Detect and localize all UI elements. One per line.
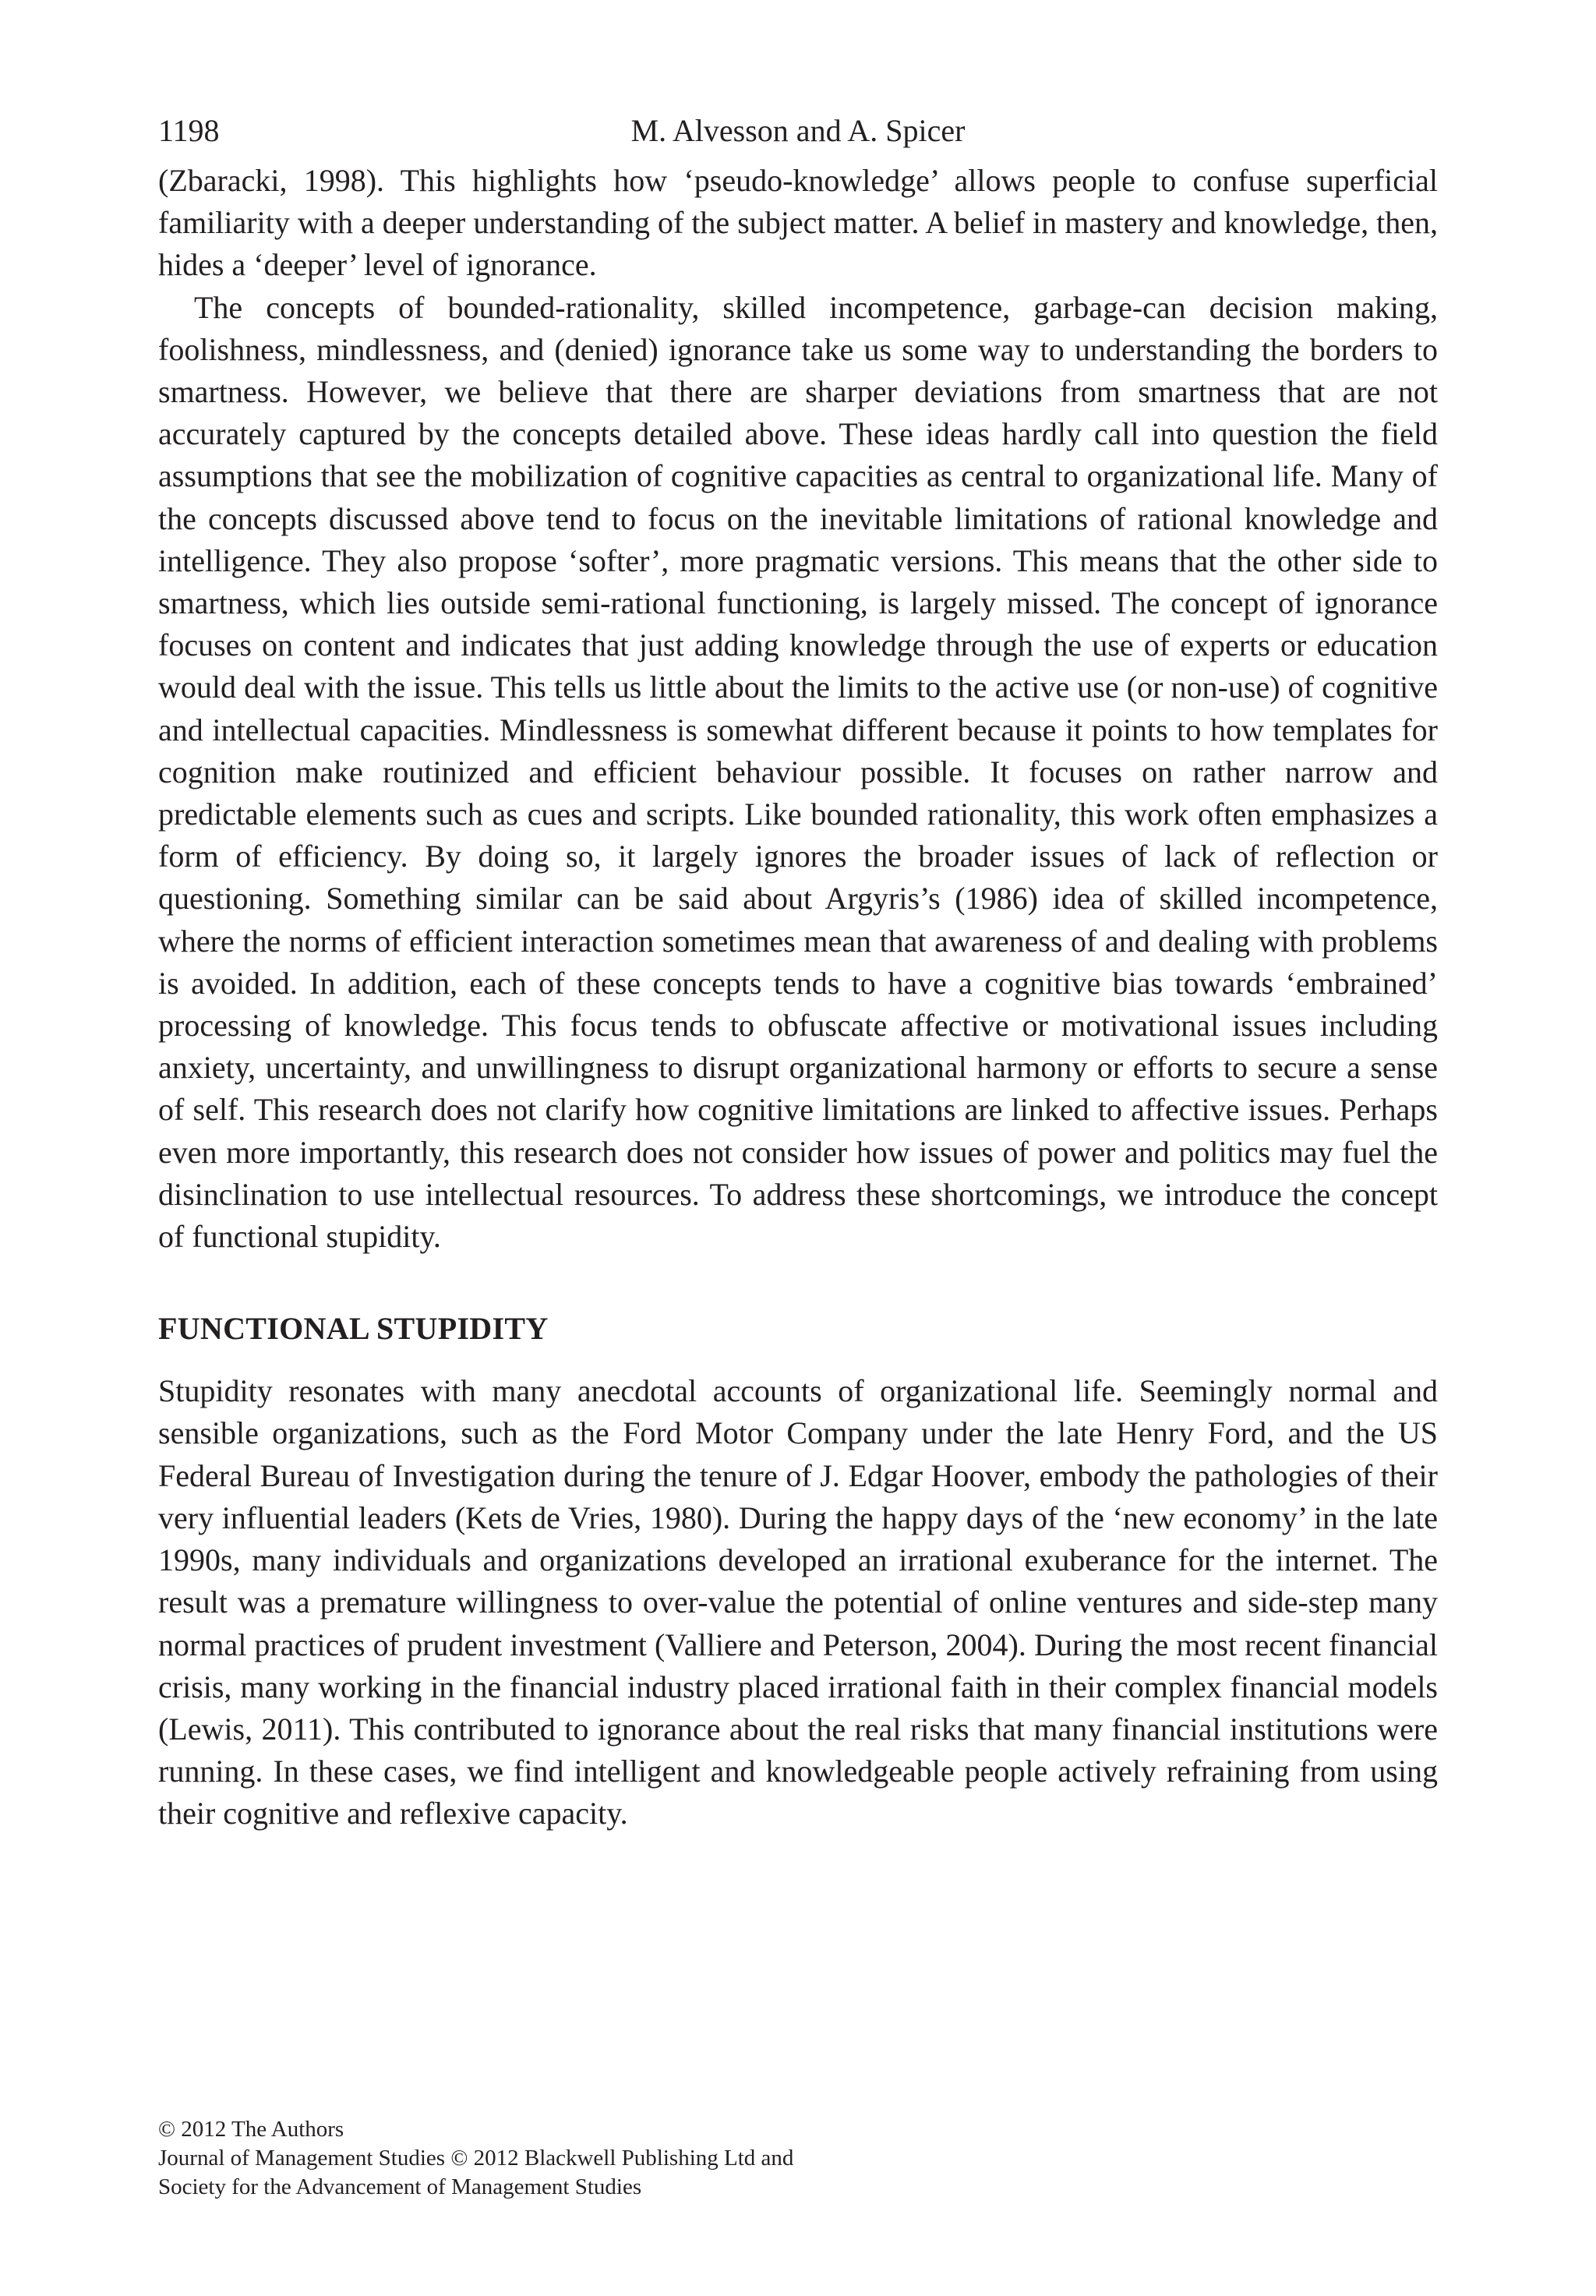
paragraph: The concepts of bounded-rationality, skilled incompetence, garbage-can decision making, foolishness, mindlessness, and (denied) ignorance take us some way to understanding the borders to smartness. However, we believe that there are sharper deviations from smartness that are not accurately captured by the concepts detailed above. These ideas hardly call into question the field assumptions that see the mobilization of cognitive capacities as central to organizational life. Many of the concepts discussed above tend to focus on the inevitable limitations of rational knowledge and intelligence. They also propose ‘softer’, more pragmatic versions. This means that the other side to smartness, which lies outside semi-rational functioning, is largely missed. The concept of ignorance focuses on content and indicates that just adding knowledge through the use of experts or education would deal with the issue. This tells us little about the limits to the active use (or non-use) of cognitive and intellectual capacities. Mindlessness is somewhat different because it points to how templates for cognition make routinized and efficient behaviour possible. It focuses on rather narrow and predictable elements such as cues and scripts. Like bounded rationality, this work often emphasizes a form of efficiency. By doing so, it largely ignores the broader issues of lack of reflection or questioning. Something similar can be said about Argyris’s (1986) idea of skilled incompetence, where the norms of efficient interaction sometimes mean that awareness of and dealing with problems is avoided. In addition, each of these concepts tends to have a cognitive bias towards ‘embrained’ processing of knowledge. This focus tends to obfuscate affective or motivational issues including anxiety, uncertainty, and unwillingness to disrupt organizational harmony or efforts to secure a sense of self. This research does not clarify how cognitive limitations are linked to affective issues. Perhaps even more importantly, this research does not consider how issues of power and politics may fuel the disinclination to use intellectual resources. To address these shortcomings, we introduce the concept of functional stupidity. [158, 289, 1438, 1255]
copyright-footer [158, 2115, 793, 2202]
page-number: 1198 [158, 113, 220, 148]
paragraph-continued: (Zbaracki, 1998). This highlights how ‘pseudo-knowledge’ allows people to confuse superficial familiarity with a deeper understanding of the subject matter. A belief in mastery and knowledge, then, hides a ‘deeper’ level of ignorance. [158, 163, 1438, 283]
paragraph: Stupidity resonates with many anecdotal accounts of organizational life. Seemingly normal and sensible organizations, such as the Ford Motor Company under the late Henry Ford, and the US Federal Bureau of Investigation during the tenure of J. Edgar Hoover, embody the pathologies of their very influential leaders (Kets de Vries, 1980). During the happy days of the ‘new economy’ in the late 1990s, many individuals and organizations developed an irrational exuberance for the internet. The result was a premature willingness to over-value the potential of online ventures and side-step many normal practices of prudent investment (Valliere and Peterson, 2004). During the most recent financial crisis, many working in the financial industry placed irrational faith in their complex financial models (Lewis, 2011). This contributed to ignorance about the real risks that many financial institutions were running. In these cases, we find intelligent and knowledgeable people actively refraining from using their cognitive and reflexive capacity. [158, 1373, 1438, 1832]
running-head-authors: M. Alvesson and A. Spicer [630, 113, 966, 148]
body-text [158, 160, 1438, 1835]
page [158, 108, 1438, 1835]
copyright-line: © 2012 The Authors [158, 2117, 344, 2142]
running-head [158, 108, 1438, 154]
journal-line: Journal of Management Studies © 2012 Blackwell Publishing Ltd and [158, 2146, 794, 2171]
society-line: Society for the Advancement of Management Studies [158, 2174, 642, 2199]
section-heading: FUNCTIONAL STUPIDITY [158, 1311, 549, 1347]
